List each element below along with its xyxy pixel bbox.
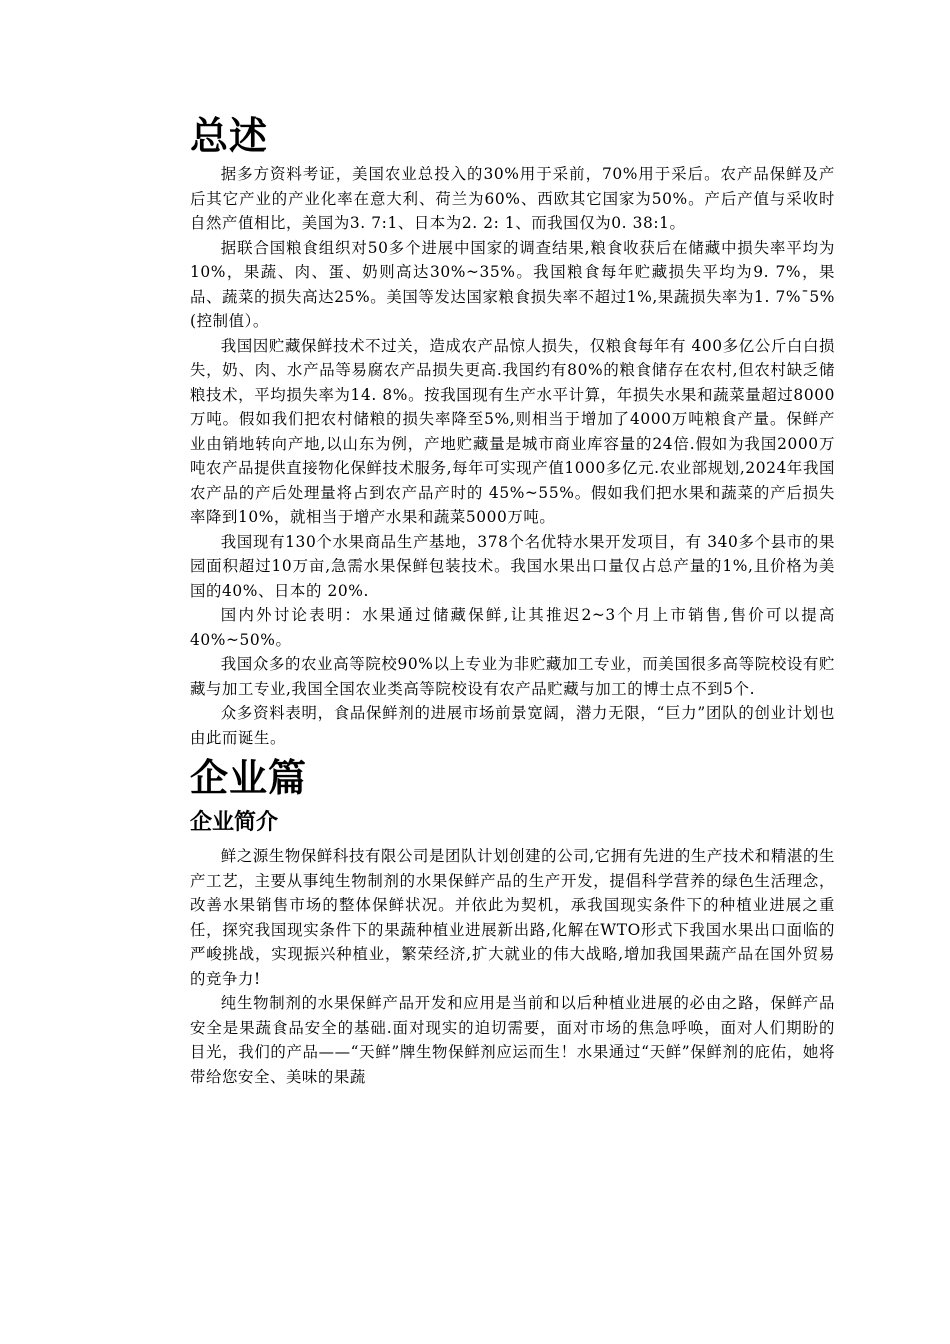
overview-paragraph-7: 众多资料表明，食品保鲜剂的进展市场前景宽阔，潜力无限，“巨力”团队的创业计划也由此而诞生。 [190,704,835,747]
overview-paragraph-6: 我国众多的农业高等院校90%以上专业为非贮藏加工专业，而美国很多高等院校设有贮藏与加工专业,我国全国农业类高等院校设有农产品贮藏与加工的博士点不到5个. [190,655,835,698]
overview-paragraph-2: 据联合国粮食组织对50多个进展中国家的调查结果,粮食收获后在储藏中损失率平均为10%，果蔬、肉、蛋、奶则高达30%~35%。我国粮食每年贮藏损失平均为9. 7%，果品、蔬菜的损失高达25%。美国等发达国家粮食损失率不超过1%,果蔬损失率为1. 7%¯5%(控制值）。 [190,238,835,330]
document-page [190,112,835,1089]
overview-paragraph-4: 我国现有130个水果商品生产基地，378个名优特水果开发项目，有 340多个县市的果园面积超过10万亩,急需水果保鲜包装技术。我国水果出口量仅占总产量的1%,且价格为美国的40%、日本的 20%. [190,532,835,600]
overview-paragraph-3: 我国因贮藏保鲜技术不过关，造成农产品惊人损失，仅粮食每年有 400多亿公斤白白损失，奶、肉、水产品等易腐农产品损失更高.我国约有80%的粮食储存在农村,但农村缺乏储粮技术，平均损失率为14. 8%。按我国现有生产水平计算，年损失水果和蔬菜量超过8000万吨。假如我们把农村储粮的损失率降至5%,则相当于增加了4000万吨粮食产量。保鲜产业由销地转向产地,以山东为例，产地贮藏量是城市商业库容量的24倍.假如为我国2000万吨农产品提供直接物化保鲜技术服务,每年可实现产值1000多亿元.农业部规划,2024年我国农产品的产后处理量将占到农产品产时的 45%~55%。假如我们把水果和蔬菜的产后损失率降到10%，就相当于增产水果和蔬菜5000万吨。 [190,336,835,526]
enterprise-paragraph-1: 鲜之源生物保鲜科技有限公司是团队计划创建的公司,它拥有先进的生产技术和精湛的生产工艺，主要从事纯生物制剂的水果保鲜产品的生产开发，提倡科学营养的绿色生活理念，改善水果销售市场的整体保鲜状况。并依此为契机，承我国现实条件下的种植业进展之重任，探究我国现实条件下的果蔬种植业进展新出路,化解在WTO形式下我国水果出口面临的严峻挑战，实现振兴种植业，繁荣经济,扩大就业的伟大战略,增加我国果蔬产品在国外贸易的竞争力! [190,847,835,988]
section-title-enterprise: 企业篇 [190,756,308,800]
subsection-title-company-intro: 企业简介 [190,810,279,835]
section-title-overview: 总述 [190,114,269,158]
overview-paragraph-1: 据多方资料考证，美国农业总投入的30%用于采前，70%用于采后。农产品保鲜及产后其它产业的产业化率在意大利、荷兰为60%、西欧其它国家为50%。产后产值与采收时自然产值相比，美国为3. 7:1、日本为2. 2: 1、而我国仅为0. 38:1。 [190,165,835,232]
overview-paragraph-5: 国内外讨论表明：水果通过储藏保鲜,让其推迟2~3个月上市销售,售价可以提高40%~50%。 [190,606,835,649]
enterprise-paragraph-2: 纯生物制剂的水果保鲜产品开发和应用是当前和以后种植业进展的必由之路，保鲜产品安全是果蔬食品安全的基础.面对现实的迫切需要，面对市场的焦急呼唤，面对人们期盼的目光，我们的产品——“天鲜”牌生物保鲜剂应运而生！水果通过“天鲜”保鲜剂的庇佑，她将带给您安全、美味的果蔬 [190,994,835,1086]
